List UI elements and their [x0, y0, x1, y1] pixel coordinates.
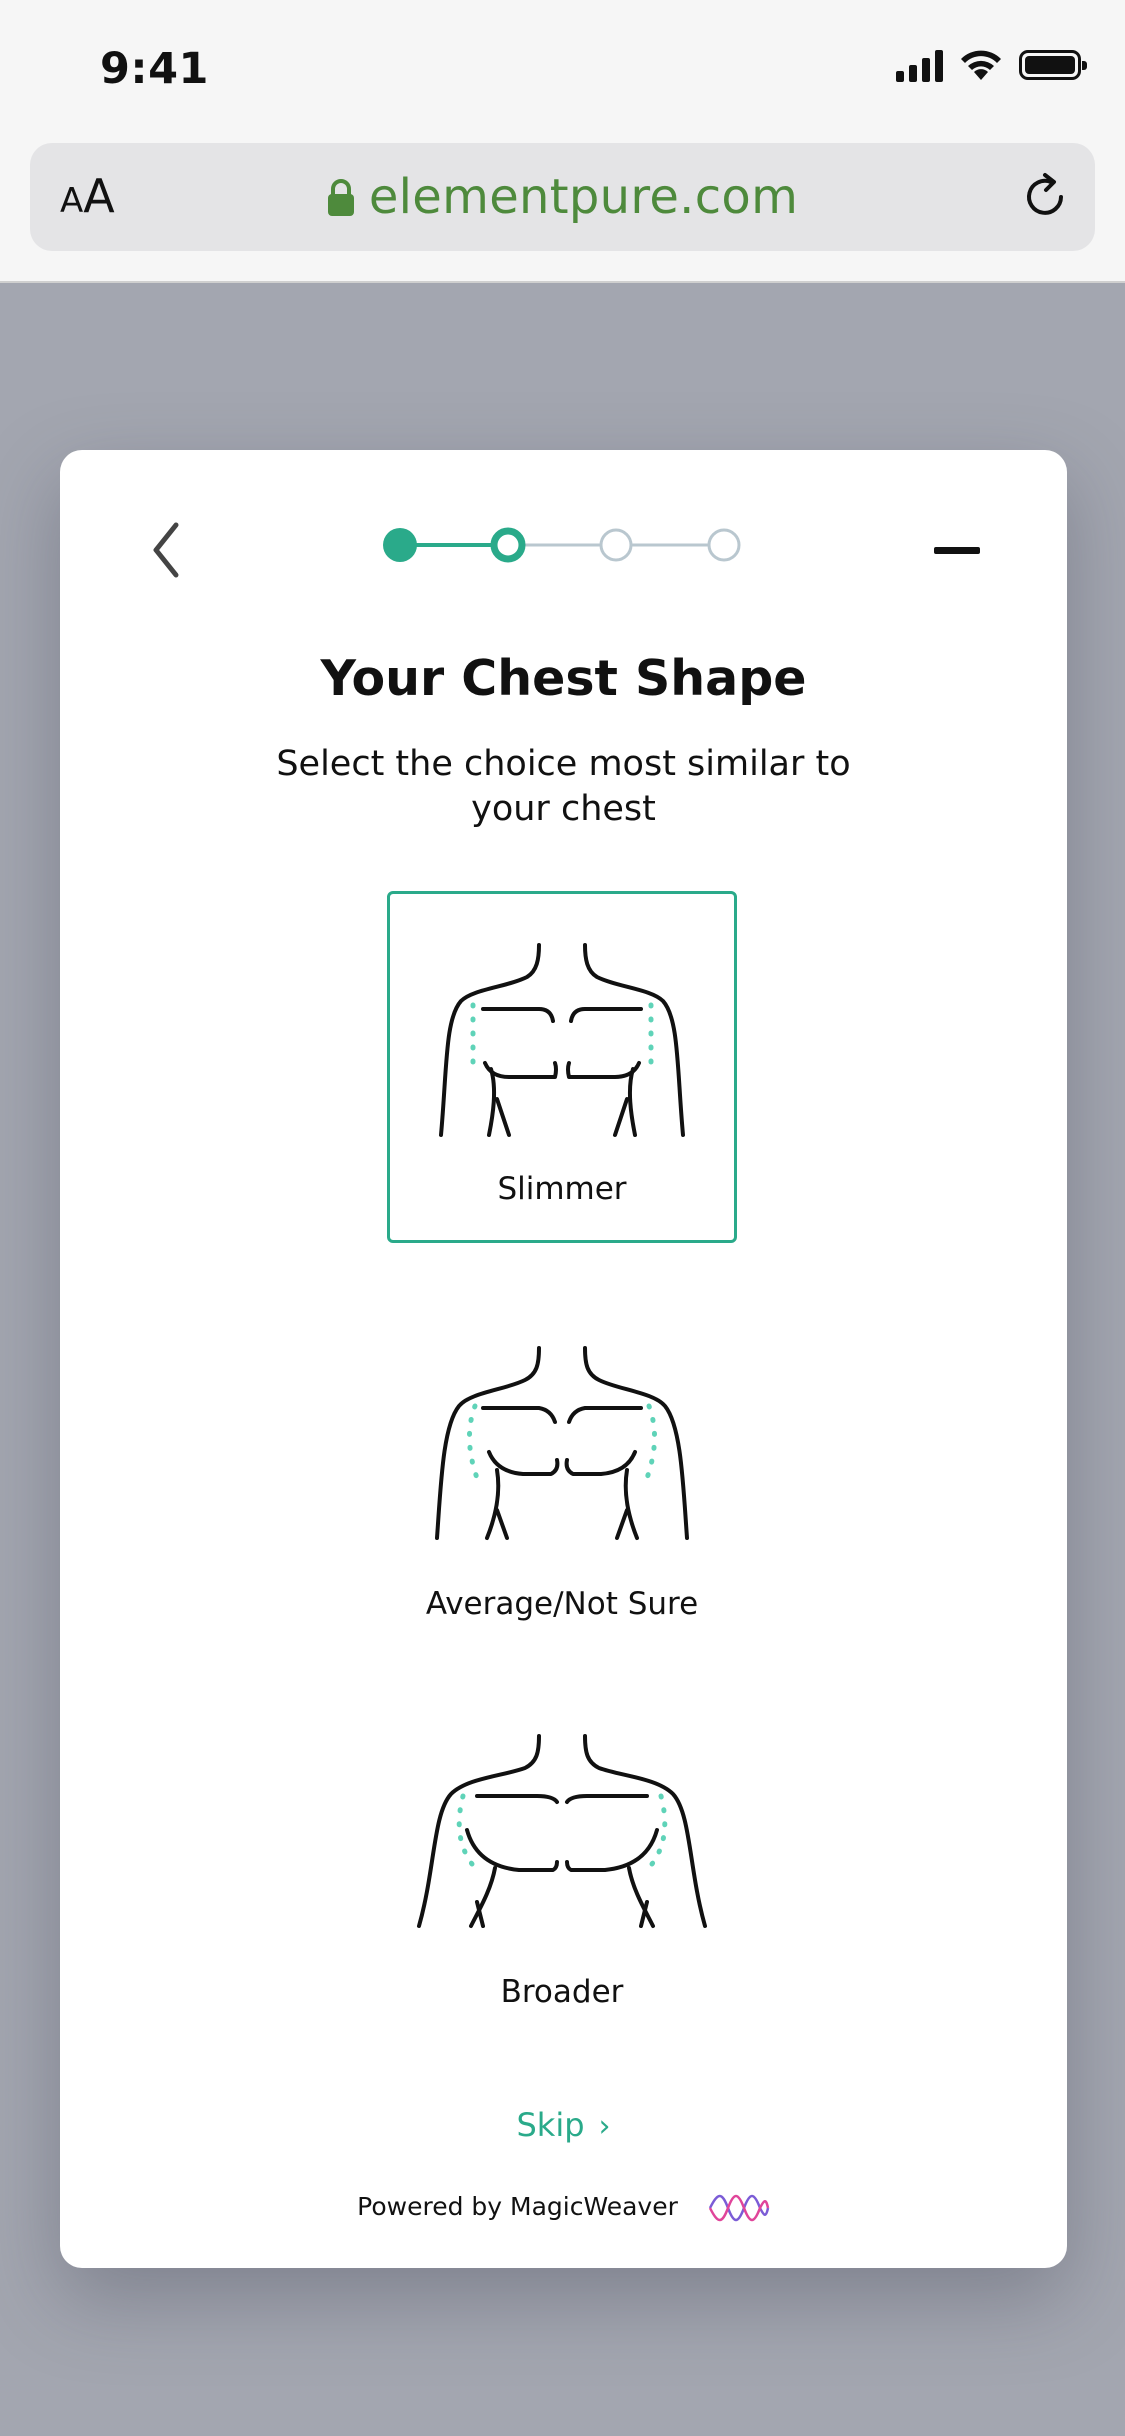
page-title: Your Chest Shape [320, 650, 807, 707]
url-display[interactable] [30, 169, 1095, 225]
magicweaver-logo [708, 2190, 770, 2226]
option-slimmer[interactable] [387, 891, 737, 1243]
minimize-button[interactable] [928, 520, 988, 580]
powered-by-text: Powered by MagicWeaver [357, 2192, 678, 2221]
cellular-signal-icon [896, 48, 943, 82]
status-icons [896, 48, 1081, 82]
option-broader[interactable] [387, 1730, 737, 2070]
option-average[interactable] [387, 1342, 737, 1682]
page-subtitle: Select the choice most similar to your chest [276, 744, 851, 829]
battery-icon [1019, 50, 1081, 80]
step-2-current [494, 531, 522, 559]
option-label: Average/Not Sure [425, 1586, 699, 1622]
minus-icon [934, 547, 980, 554]
step-1-complete [383, 528, 417, 562]
step-4-pending [709, 530, 739, 560]
average-chest-icon [427, 1342, 697, 1542]
back-button[interactable] [140, 515, 200, 585]
slimmer-chest-icon [427, 939, 697, 1139]
option-label: Broader [500, 1974, 624, 2010]
skip-button[interactable] [60, 2106, 1067, 2144]
skip-label: Skip [516, 2106, 585, 2144]
text-size-button[interactable]: AA [60, 169, 115, 223]
progress-stepper [380, 515, 810, 575]
powered-by-footer [60, 2190, 1067, 2226]
reload-icon[interactable] [1017, 169, 1073, 225]
broader-chest-icon [407, 1730, 717, 1930]
chevron-right-icon: › [598, 2109, 611, 2144]
url-text: elementpure.com [368, 169, 799, 225]
lock-icon [327, 179, 355, 217]
browser-chrome [0, 0, 1125, 283]
chest-shape-modal [60, 450, 1067, 2268]
address-bar[interactable] [30, 143, 1095, 251]
chevron-left-icon [140, 515, 200, 585]
wifi-icon [959, 48, 1003, 82]
step-3-pending [601, 530, 631, 560]
status-time: 9:41 [100, 44, 209, 94]
option-label: Slimmer [497, 1171, 627, 1207]
